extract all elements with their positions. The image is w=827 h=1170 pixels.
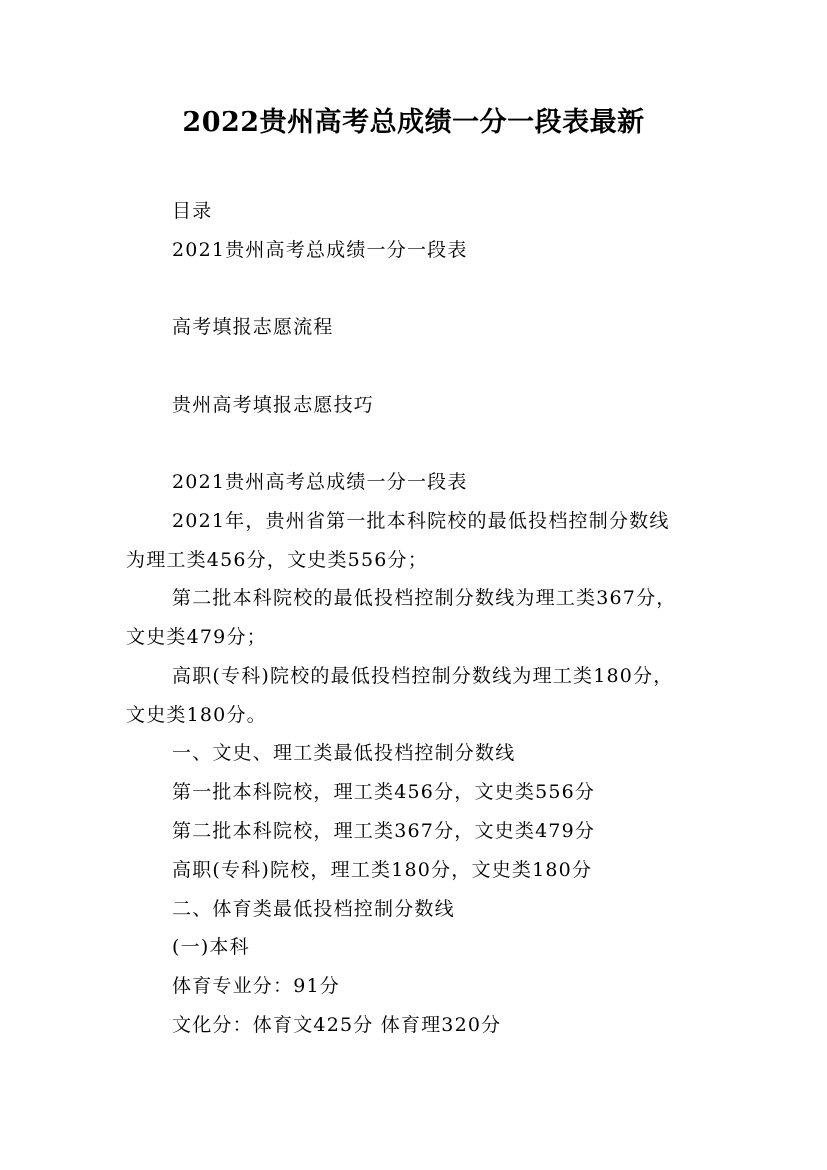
culture-score: 文化分：体育文425分 体育理320分 bbox=[172, 1014, 502, 1036]
paragraph-2-line-2: 文史类479分； bbox=[126, 626, 267, 648]
subsection-heading-2: 二、体育类最低投档控制分数线 bbox=[172, 898, 455, 920]
subsection-heading-1: 一、文史、理工类最低投档控制分数线 bbox=[172, 742, 516, 764]
score-line-batch-1: 第一批本科院校，理工类456分，文史类556分 bbox=[172, 781, 596, 803]
paragraph-3-line-1: 高职(专科)院校的最低投档控制分数线为理工类180分， bbox=[172, 665, 674, 687]
toc-heading: 目录 bbox=[172, 200, 213, 222]
toc-item-1[interactable]: 2021贵州高考总成绩一分一段表 bbox=[172, 239, 468, 261]
toc-item-2[interactable]: 高考填报志愿流程 bbox=[172, 316, 334, 338]
toc-item-3[interactable]: 贵州高考填报志愿技巧 bbox=[172, 394, 375, 416]
paragraph-1-line-1: 2021年，贵州省第一批本科院校的最低投档控制分数线 bbox=[172, 510, 670, 532]
paragraph-2-line-1: 第二批本科院校的最低投档控制分数线为理工类367分， bbox=[172, 587, 677, 609]
section-heading: 2021贵州高考总成绩一分一段表 bbox=[172, 471, 468, 493]
document-title: 2022贵州高考总成绩一分一段表最新 bbox=[182, 107, 645, 138]
paragraph-3-line-2: 文史类180分。 bbox=[126, 704, 267, 726]
paragraph-1-line-2: 为理工类456分，文史类556分； bbox=[126, 549, 428, 571]
subsection-undergrad: (一)本科 bbox=[172, 936, 250, 958]
score-line-batch-2: 第二批本科院校，理工类367分，文史类479分 bbox=[172, 820, 596, 842]
pe-professional-score: 体育专业分：91分 bbox=[172, 975, 340, 997]
score-line-vocational: 高职(专科)院校，理工类180分，文史类180分 bbox=[172, 859, 593, 881]
